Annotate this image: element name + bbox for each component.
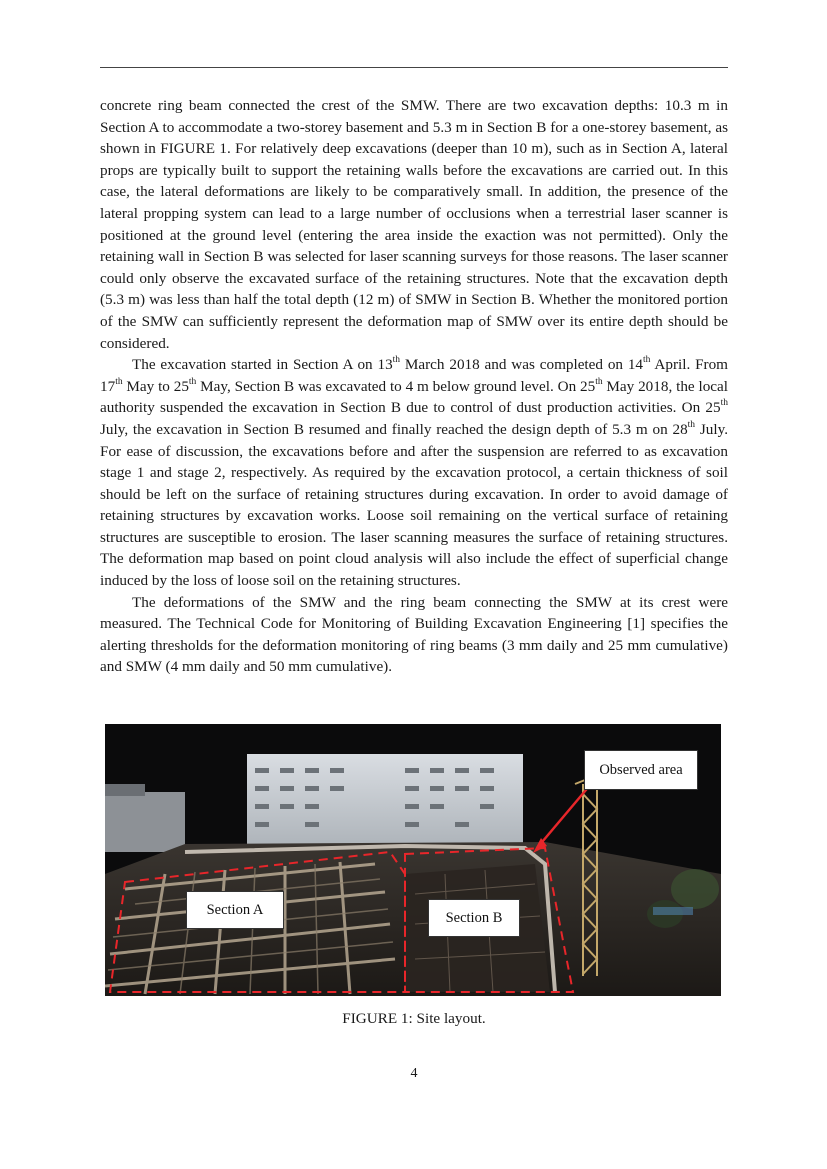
paragraph-1: concrete ring beam connected the crest of the SMW. There are two excavation depths: 10.3 m in Section A to accommodate a two-storey basement and 5.3 m in Section B for a one-storey basement, as shown in FIGURE 1. For relatively deep excavations (deeper than 10 m), such as in Section A, lateral props are typically built to support the retaining walls before the excavations are carried out. In this case, the lateral deformations are likely to be comparatively small. In addition, the presence of the lateral propping system can lead to a large number of occlusions when a terrestrial laser scanner is positioned at the ground level (entering the area inside the exaction was not permitted). Only the retaining wall in Section B was selected for laser scanning surveys for those reasons. The laser scanner could only observe the excavated surface of the retaining structures. Note that the excavation depth (5.3 m) was less than half the total depth (12 m) of SMW in Section B. Whether the monitored portion of the SMW can sufficiently represent the deformation map of SMW over its entire depth should be considered. [100,97,728,352]
label-section-a: Section A [186,891,284,929]
page-number: 4 [410,1066,418,1081]
label-section-b: Section B [428,899,520,937]
paragraph-3: The deformations of the SMW and the ring beam connecting the SMW at its crest were measured. The Technical Code for Monitoring of Building Excavation Engineering [1] specifies the alerting thresholds for the deformation monitoring of ring beams (3 mm daily and 25 mm cumulative) and SMW (4 mm daily and 50 mm cumulative). [100,593,728,676]
label-observed-area: Observed area [584,750,698,790]
figure-caption: FIGURE 1: Site layout. [342,1010,486,1027]
paragraph-2: The excavation started in Section A on 13th March 2018 and was completed on 14th April. From 17th May to 25th May, Section B was excavated to 4 m below ground level. On 25th May 2018, the local authority suspended the excavation in Section B due to control of dust production activities. On 25th July, the excavation in Section B resumed and finally reached the design depth of 5.3 m on 28th July. For ease of discussion, the excavations before and after the suspension are referred to as excavation stage 1 and stage 2, respectively. As required by the excavation protocol, a certain thickness of soil should be left on the surface of retaining structures during excavation. In order to avoid damage of retaining structures by excavation works. Loose soil remaining on the vertical surface of retaining structures are susceptible to erosion. The laser scanning measures the surface of retaining structures. The deformation map based on point cloud analysis will also include the effect of superficial change induced by the loss of loose soil on the retaining structures. [100,355,728,590]
body-text [100,95,728,678]
site-layout-figure [105,724,721,996]
header-rule [100,67,728,68]
